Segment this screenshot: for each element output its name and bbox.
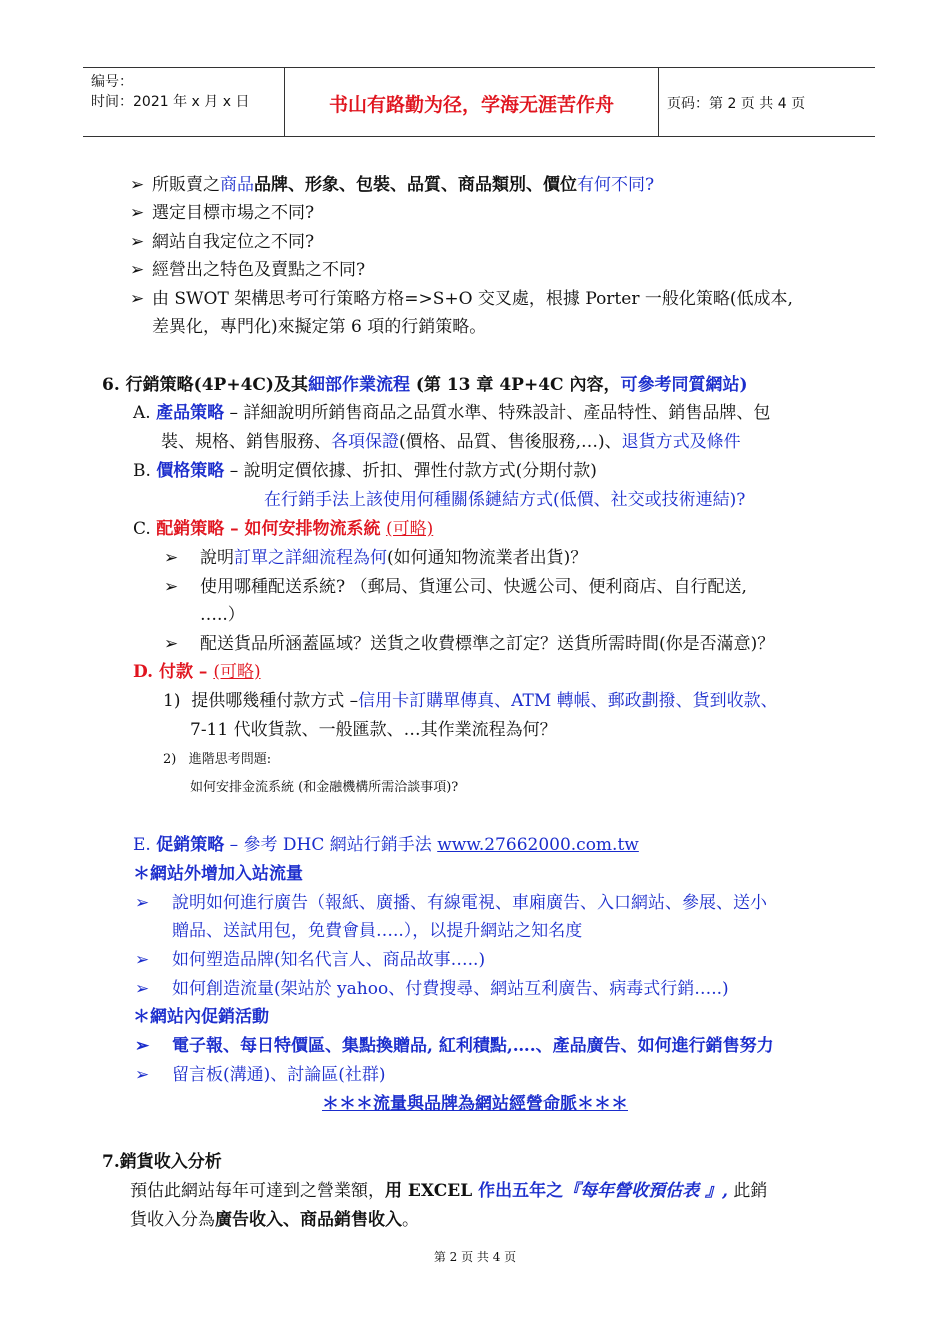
strategy-a-continuation: 裝、規格、銷售服務、各項保證(價格、品質、售後服務,…)、退貨方式及條件 — [161, 432, 741, 452]
header-motto: 书山有路勤为径，学海无涯苦作舟 — [328, 94, 614, 116]
list-item-continuation: 差異化，專門化)來擬定第 6 項的行銷策略。 — [152, 317, 487, 337]
arrow-bullet-icon: ➢ — [130, 289, 145, 309]
arrow-bullet-icon: ➢ — [130, 175, 145, 195]
arrow-bullet-icon: ➢ — [135, 950, 150, 970]
strategy-c: C. 配銷策略 – 如何安排物流系統 (可略) — [133, 519, 434, 539]
list-item: ➢ 說明如何進行廣告（報紙、廣播、有線電視、車廂廣告、入口網站、參展、送小 — [135, 893, 767, 913]
list-item: ➢ 如何塑造品牌(知名代言人、商品故事…..) — [135, 950, 486, 970]
arrow-bullet-icon: ➢ — [130, 203, 145, 223]
arrow-bullet-icon: ➢ — [164, 634, 179, 654]
dhc-link[interactable]: www.27662000.com.tw — [437, 835, 639, 855]
slogan: ＊＊＊流量與品牌為網站經營命脈＊＊＊ — [322, 1094, 628, 1114]
list-item: ➢ 留言板(溝通)、討論區(社群) — [135, 1065, 386, 1085]
subheading: ＊網站外增加入站流量 — [133, 864, 303, 884]
list-item-continuation: 贈品、送試用包，免費會員…..），以提升網站之知名度 — [172, 921, 583, 941]
page-footer: 第 2 页 共 4 页 — [433, 1250, 517, 1264]
arrow-bullet-icon: ➢ — [130, 232, 145, 252]
header-divider — [658, 68, 659, 136]
page-label: 页码：第 2 页 共 4 页 — [667, 96, 806, 112]
list-item: ➢ 網站自我定位之不同? — [130, 232, 315, 252]
list-item: ➢ 電子報、每日特價區、集點換贈品, 紅利積點,….、產品廣告、如何進行銷售努力 — [135, 1036, 774, 1056]
strategy-b-continuation: 在行銷手法上該使用何種關係鏈結方式(低價、社交或技術連結)? — [264, 490, 746, 510]
arrow-bullet-icon: ➢ — [130, 260, 145, 280]
arrow-bullet-icon: ➢ — [164, 577, 179, 597]
paragraph-line: 預估此網站每年可達到之營業額，用 EXCEL 作出五年之『每年營收預估表 』, 此銷 — [130, 1181, 768, 1201]
strategy-d: D. 付款 – (可略) — [133, 662, 261, 682]
list-item: ➢ 經營出之特色及賣點之不同? — [130, 260, 366, 280]
page-header — [83, 67, 875, 137]
time-label: 时间：2021 年 x 月 x 日 — [91, 94, 250, 110]
header-meta — [91, 72, 249, 112]
arrow-bullet-icon: ➢ — [135, 1065, 150, 1085]
list-item-continuation: …..） — [200, 605, 245, 625]
paragraph-line: 貨收入分為廣告收入、商品銷售收入。 — [130, 1210, 419, 1230]
strategy-b: B. 價格策略 – 說明定價依據、折扣、彈性付款方式(分期付款) — [133, 461, 597, 481]
list-item: ➢ 所販賣之商品品牌、形象、包裝、品質、商品類別、價位有何不同? — [130, 175, 655, 195]
arrow-bullet-icon: ➢ — [135, 893, 150, 913]
arrow-bullet-icon: ➢ — [164, 548, 179, 568]
arrow-bullet-icon: ➢ — [135, 1036, 150, 1056]
subheading: ＊網站內促銷活動 — [133, 1007, 269, 1027]
number-label: 编号： — [91, 74, 133, 90]
strategy-e: E. 促銷策略 – 參考 DHC 網站行銷手法 www.27662000.com.tw — [133, 835, 639, 855]
list-item: ➢ 使用哪種配送系統? （郵局、貨運公司、快遞公司、便利商店、自行配送, — [164, 577, 747, 597]
arrow-bullet-icon: ➢ — [135, 979, 150, 999]
list-item-continuation: 7-11 代收貨款、一般匯款、…其作業流程為何？ — [190, 720, 557, 740]
strategy-a: A. 產品策略 – 詳細說明所銷售商品之品質水準、特殊設計、產品特性、銷售品牌、包 — [133, 403, 771, 423]
list-item: ➢ 配送貨品所涵蓋區域？送貨之收費標準之訂定？送貨所需時間(你是否滿意)？ — [164, 634, 775, 654]
section-heading: 6. 行銷策略(4P+4C)及其細部作業流程 (第 13 章 4P+4C 內容，可參考同質網站) — [102, 375, 748, 395]
section-heading: 7.銷貨收入分析 — [102, 1152, 222, 1172]
list-item: 1) 提供哪幾種付款方式 –信用卡訂購單傳真、ATM 轉帳、郵政劃撥、貨到收款、 — [163, 691, 778, 711]
list-item: ➢ 選定目標市場之不同? — [130, 203, 315, 223]
list-item: ➢ 由 SWOT 架構思考可行策略方格=>S+O 交叉處，根據 Porter 一般化策略(低成本, — [130, 289, 793, 309]
list-item-continuation: 如何安排金流系統 (和金融機構所需洽談事項)? — [190, 780, 459, 795]
list-item: ➢ 說明訂單之詳細流程為何(如何通知物流業者出貨)？ — [164, 548, 588, 568]
list-item: ➢ 如何創造流量(架站於 yahoo、付費搜尋、網站互利廣告、病毒式行銷…..) — [135, 979, 729, 999]
list-item: 2) 進階思考問題: — [163, 752, 272, 767]
